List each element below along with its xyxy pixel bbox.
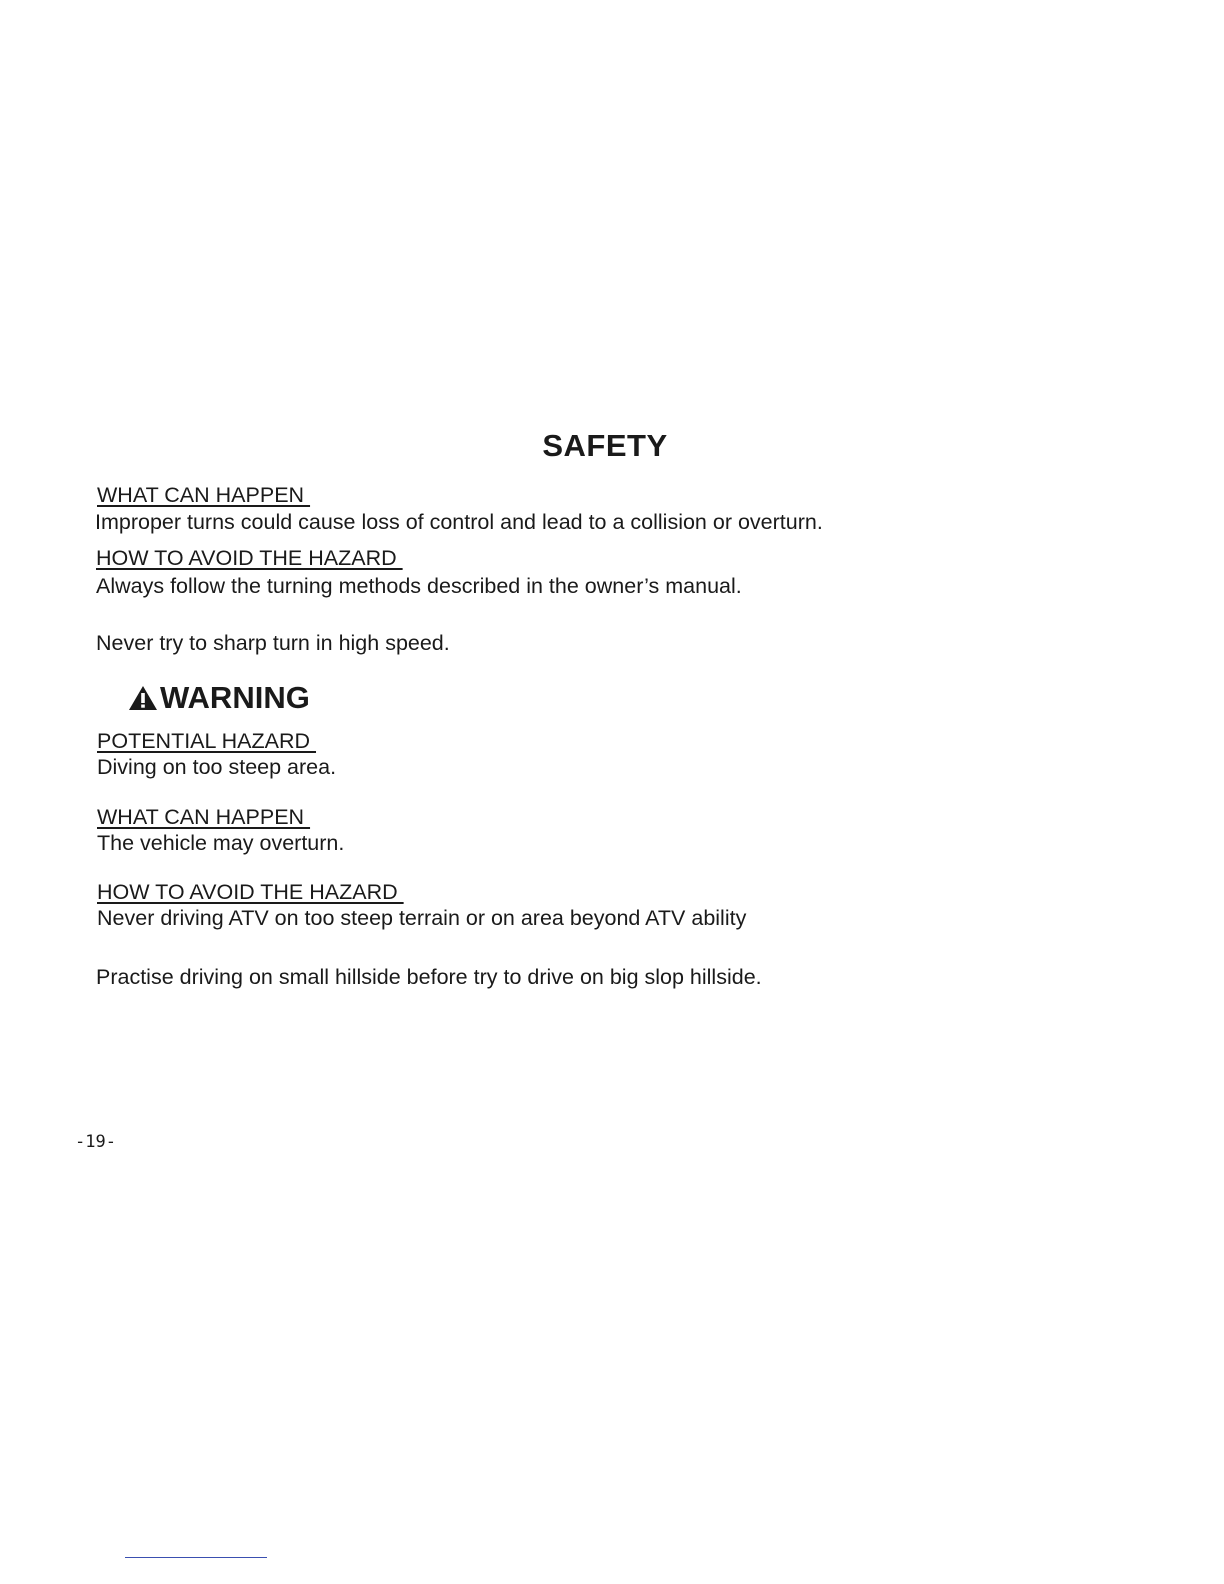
what-can-happen-heading: WHAT CAN HAPPEN: [97, 483, 311, 507]
how-to-avoid-text-4: Practise driving on small hillside before try to drive on big slop hillside.: [96, 965, 762, 989]
page-number: -19-: [75, 1132, 116, 1152]
bottom-divider: [125, 1557, 267, 1558]
warning-heading: [128, 680, 310, 716]
warning-triangle-icon: [128, 685, 158, 711]
how-to-avoid-text-2: Never try to sharp turn in high speed.: [96, 631, 450, 655]
how-to-avoid-heading: HOW TO AVOID THE HAZARD: [96, 546, 403, 570]
what-can-happen-text: Improper turns could cause loss of control and lead to a collision or overturn.: [95, 510, 823, 534]
how-to-avoid-text-1: Always follow the turning methods described in the owner’s manual.: [96, 574, 742, 598]
what-can-happen-text-2: The vehicle may overturn.: [97, 831, 345, 855]
how-to-avoid-text-3: Never driving ATV on too steep terrain or on area beyond ATV ability: [97, 906, 747, 930]
potential-hazard-text: Diving on too steep area.: [97, 755, 337, 779]
warning-label: WARNING: [160, 680, 310, 715]
what-can-happen-heading-2: WHAT CAN HAPPEN: [97, 805, 311, 829]
page-title: SAFETY: [542, 428, 668, 463]
how-to-avoid-heading-2: HOW TO AVOID THE HAZARD: [97, 880, 404, 904]
potential-hazard-heading: POTENTIAL HAZARD: [97, 729, 317, 753]
